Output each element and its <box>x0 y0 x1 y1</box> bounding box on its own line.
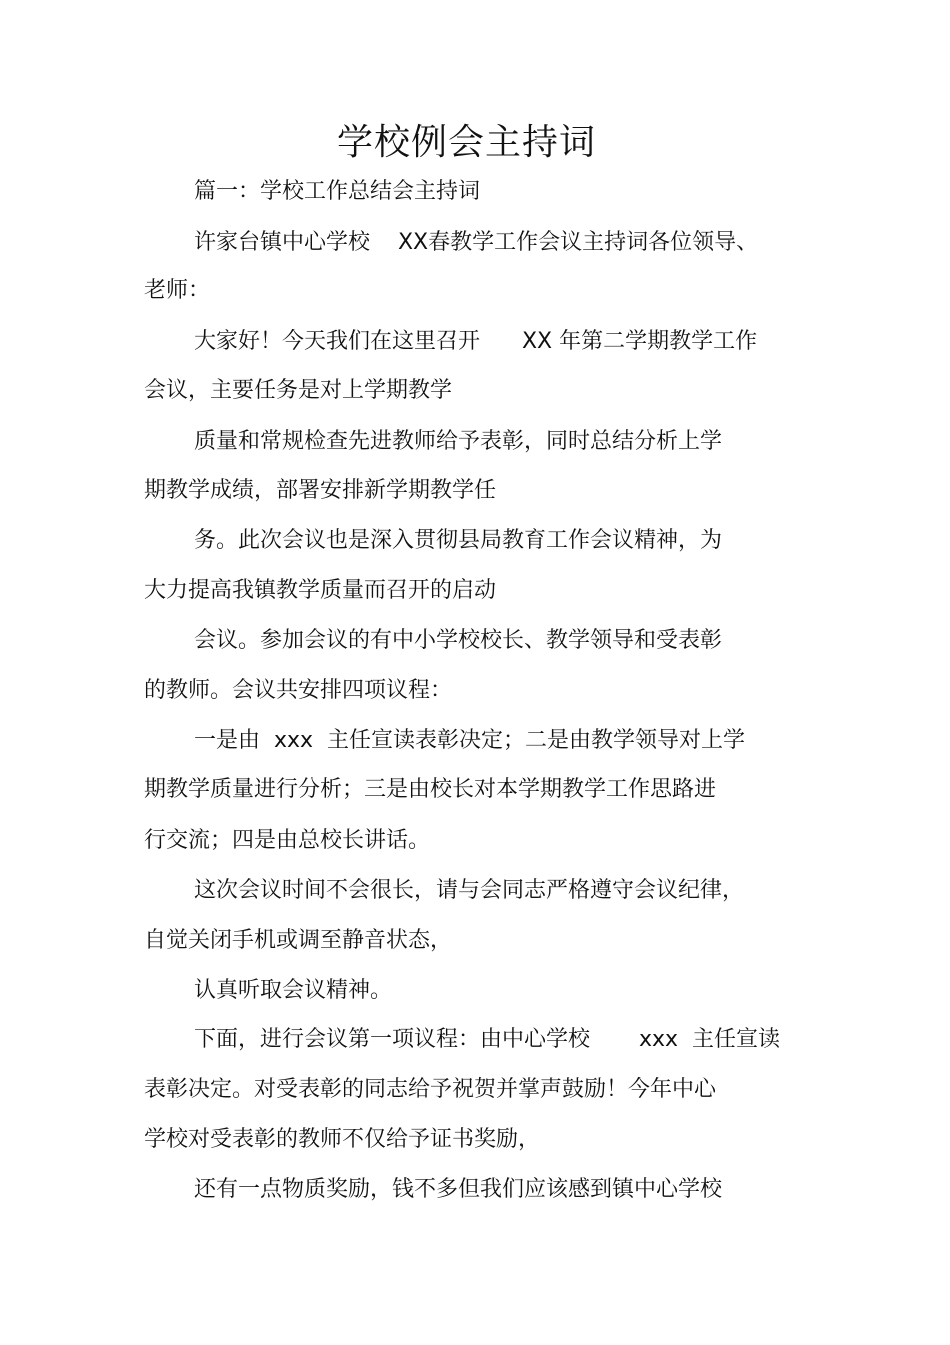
paragraph-line: 许家台镇中心学校 XX春教学工作会议主持词各位领导、 <box>194 230 759 255</box>
paragraph-line: 这次会议时间不会很长，请与会同志严格遵守会议纪律， <box>194 878 745 903</box>
paragraph-line: 表彰决定。对受表彰的同志给予祝贺并掌声鼓励！今年中心 <box>144 1077 717 1102</box>
paragraph-line: 大家好！今天我们在这里召开 XX 年第二学期教学工作 <box>194 329 758 354</box>
paragraph-line: 篇一：学校工作总结会主持词 <box>194 179 481 204</box>
paragraph-line: 还有一点物质奖励，钱不多但我们应该感到镇中心学校 <box>194 1177 723 1202</box>
paragraph-line: 行交流；四是由总校长讲话。 <box>144 828 431 853</box>
paragraph-line: 下面，进行会议第一项议程：由中心学校 xxx 主任宣读 <box>194 1027 780 1052</box>
document-title: 学校例会主持词 <box>336 122 596 163</box>
paragraph-line: 老师： <box>144 278 211 303</box>
paragraph-line: 会议。参加会议的有中小学校校长、教学领导和受表彰 <box>194 628 723 653</box>
paragraph-line: 的教师。会议共安排四项议程： <box>144 678 453 703</box>
paragraph-line: 认真听取会议精神。 <box>194 978 393 1003</box>
paragraph-line: 务。此次会议也是深入贯彻县局教育工作会议精神，为 <box>194 528 723 553</box>
paragraph-line: 学校对受表彰的教师不仅给予证书奖励， <box>144 1127 541 1152</box>
paragraph-line: 一是由 xxx 主任宣读表彰决定；二是由教学领导对上学 <box>194 728 746 753</box>
paragraph-line: 自觉关闭手机或调至静音状态， <box>144 928 453 953</box>
paragraph-line: 大力提高我镇教学质量而召开的启动 <box>144 578 497 603</box>
paragraph-line: 期教学质量进行分析；三是由校长对本学期教学工作思路进 <box>144 777 717 802</box>
paragraph-line: 质量和常规检查先进教师给予表彰，同时总结分析上学 <box>194 429 723 454</box>
paragraph-line: 期教学成绩，部署安排新学期教学任 <box>144 478 497 503</box>
paragraph-line: 会议，主要任务是对上学期教学 <box>144 378 453 403</box>
